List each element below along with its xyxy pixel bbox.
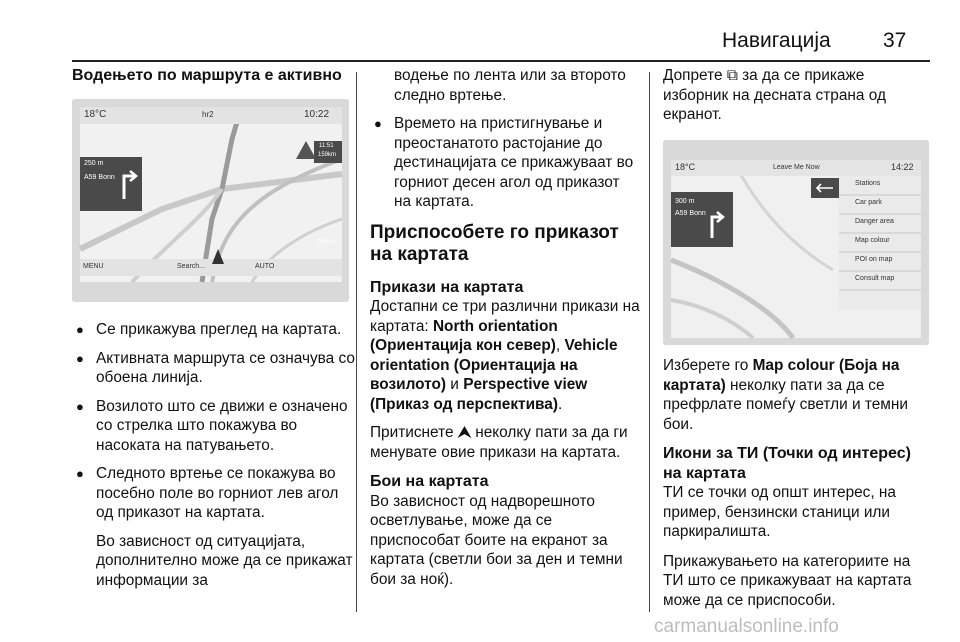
clock-label: 14:22	[891, 162, 914, 172]
column-1	[72, 66, 358, 86]
clock-label: 10:22	[304, 109, 330, 120]
search-button[interactable]: Search...	[177, 263, 206, 270]
column-2	[370, 66, 640, 589]
menu-button[interactable]: MENU	[83, 263, 104, 270]
section-title: Приспособете го приказот на картата	[370, 221, 619, 265]
header-divider	[72, 60, 930, 62]
list-item: ● Активната маршрута се означува со обоена линија.	[76, 349, 355, 386]
menu-item-consult-map[interactable]: Consult map	[855, 275, 895, 282]
view-toggle-icon: ⮝	[457, 424, 471, 441]
paragraph: Притиснете ⮝ неколку пати за да ги менувате овие прикази на картата.	[370, 424, 628, 461]
column-3	[663, 66, 931, 125]
map-menu-screen-image	[663, 140, 929, 345]
next-turn-distance: 250 m	[84, 160, 104, 167]
next-turn-road: A59 Bonn	[675, 210, 706, 217]
remaining-distance: 159km	[317, 239, 336, 245]
column-3-body	[663, 356, 931, 610]
column-1-body	[72, 320, 358, 590]
auto-zoom-button[interactable]: AUTO	[255, 263, 275, 270]
page-title: Навигација	[722, 29, 831, 52]
navigation-screen-image	[72, 99, 349, 302]
list-item: ● Следното вртење се покажува во посебно поле во горниот лев агол од приказот на картата.	[76, 465, 339, 521]
paragraph: Изберете го Map colour (Боја на картата) неколку пати за да се префрлате помеѓу светли и темни бои.	[663, 357, 908, 433]
paragraph-continuation: водење по лента или за второто следно вртење.	[394, 67, 626, 104]
menu-item-danger-area[interactable]: Danger area	[855, 218, 894, 225]
paragraph: Достапни се три различни прикази на картата: North orientation (Ориентација кон север), Vehicle orientation (Ориентација на возилото) и Perspective view (Приказ од перспектива).	[370, 298, 640, 413]
menu-item-map-colour[interactable]: Map colour	[855, 237, 890, 244]
map-screen-svg	[72, 99, 349, 302]
list-item: ● Времето на пристигнување и преостанатото растојание до дестинацијата се прикажуваат во горниот десен агол од приказот на картата.	[374, 115, 634, 210]
section-heading: Водењето по маршрута е активно	[72, 67, 342, 84]
subsection-title: Прикази на картата	[370, 278, 524, 296]
screen-center-label: Leave Me Now	[773, 164, 820, 171]
page-number: 37	[883, 29, 907, 52]
eta-distance: 159km	[318, 152, 337, 158]
paragraph: Допрете ⧉ за да се прикаже изборник на десната страна од екранот.	[663, 67, 886, 123]
temperature-label: 18°C	[675, 162, 696, 172]
list-item: ● Возилото што се движи е означено со стрелка што покажува во насоката на патувањето.	[76, 397, 348, 454]
menu-item-stations[interactable]: Stations	[855, 180, 881, 187]
subsection-title: Бои на картата	[370, 473, 489, 490]
watermark: carmanualsonline.info	[654, 616, 839, 637]
list-item: ● Се прикажува преглед на картата.	[76, 321, 342, 338]
column-divider	[649, 72, 650, 612]
temperature-label: 18°C	[84, 109, 107, 120]
next-turn-road: A59 Bonn	[84, 174, 115, 181]
menu-item-car-park[interactable]: Car park	[855, 199, 882, 206]
paragraph: Прикажувањето на категориите на ТИ што се прикажуваат на картата може да се приспособи.	[663, 552, 912, 609]
subsection-title: Икони за ТИ (Точки од интерес) на картата	[663, 445, 911, 482]
next-turn-distance: 300 m	[675, 198, 695, 205]
paragraph: ТИ се точки од општ интерес, на пример, бензински станици или паркиралишта.	[663, 484, 896, 540]
screen-center-label: hr2	[202, 110, 214, 119]
menu-toggle-icon: ⧉	[726, 67, 738, 84]
paragraph: Во зависност од надворешното осветлување, може да се приспособат боите на екранот за картата (светли бои за ден и темни бои за ноќ).	[370, 492, 623, 588]
eta-time: 11:51	[319, 143, 334, 149]
paragraph: Во зависност од ситуацијата, дополнително може да се прикажат информации за	[96, 532, 353, 589]
menu-item-poi-on-map[interactable]: POI on map	[855, 256, 893, 263]
